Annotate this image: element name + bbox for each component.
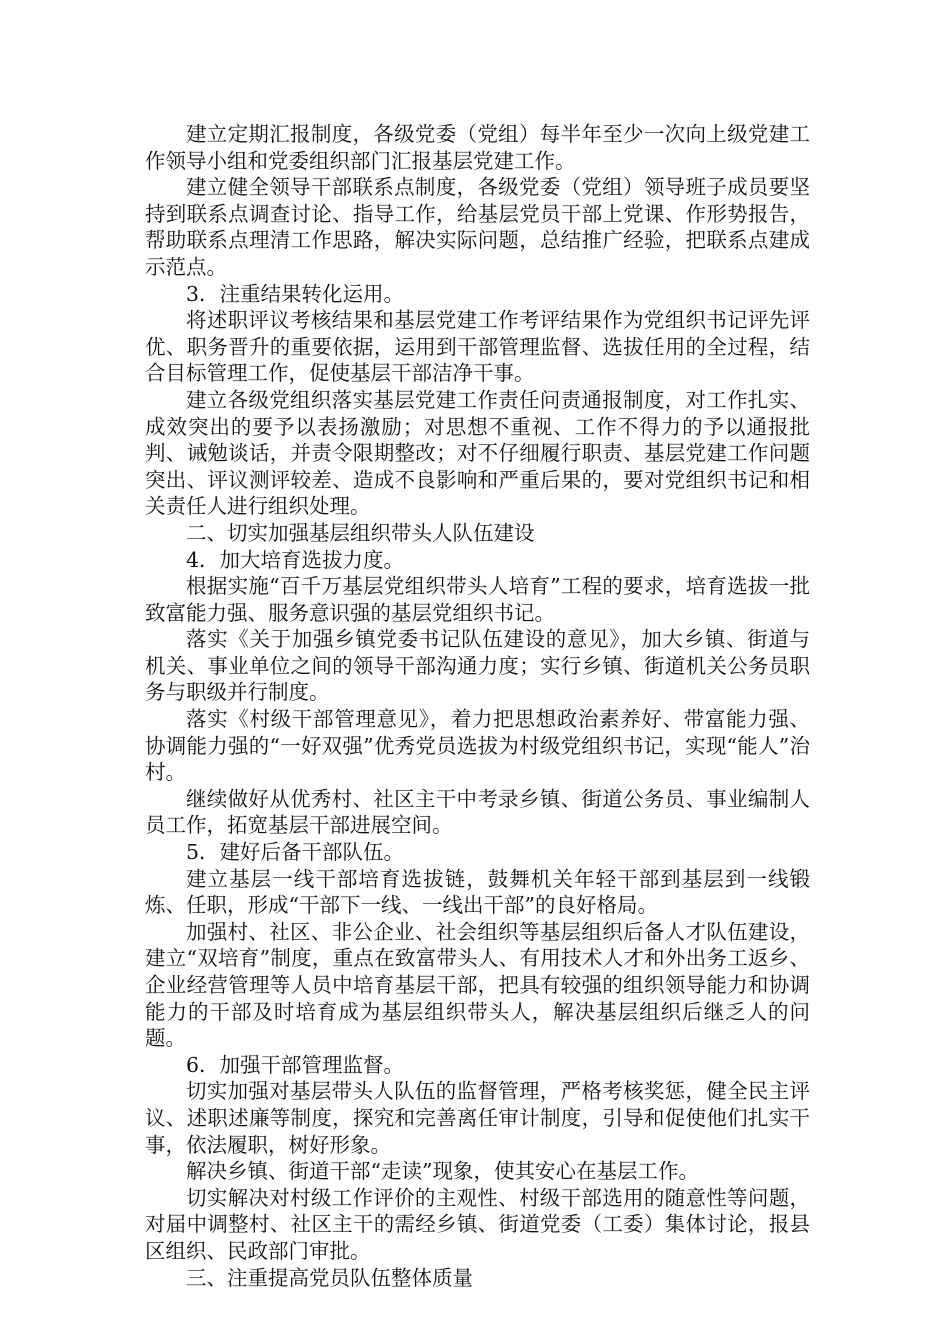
paragraph-village-cadre: 落实《村级干部管理意见》，着力把思想政治素养好、带富能力强、协调能力强的“一好双强”优秀党员选拔为村级党组织书记，实现“能人”治村。: [145, 707, 810, 785]
paragraph-frontline-chain: 建立基层一线干部培育选拔链，鼓舞机关年轻干部到基层到一线锻炼、任职，形成“干部下一线、一线出干部”的良好格局。: [145, 866, 810, 918]
chapter-heading-3: 三、注重提高党员队伍整体质量: [186, 1265, 473, 1290]
paragraph-commuting: 解决乡镇、街道干部“走读”现象，使其安心在基层工作。: [186, 1159, 699, 1184]
section-heading-5: 5．建好后备干部队伍。: [186, 840, 405, 865]
paragraph-reporting-system: 建立定期汇报制度，各级党委（党组）每半年至少一次向上级党建工作领导小组和党委组织部门汇报基层党建工作。: [145, 122, 810, 173]
paragraph-supervision: 切实加强对基层带头人队伍的监督管理，严格考核奖惩，健全民主评议、述职述廉等制度，探究和完善离任审计制度，引导和促使他们扎实干事，依法履职，树好形象。: [145, 1079, 810, 1157]
section-heading-4: 4．加大培育选拔力度。: [186, 547, 405, 572]
paragraph-township-secretary: 落实《关于加强乡镇党委书记队伍建设的意见》，加大乡镇、街道与机关、事业单位之间的领导干部沟通力度；实行乡镇、街道机关公务员职务与职级并行制度。: [145, 627, 810, 705]
paragraph-evaluation-results: 将述职评议考核结果和基层党建工作考评结果作为党组织书记评先评优、职务晋升的重要依据，运用到干部管理监督、选拔任用的全过程，结合目标管理工作，促使基层干部洁净干事。: [145, 308, 810, 386]
paragraph-recruitment: 继续做好从优秀村、社区主干中考录乡镇、街道公务员、事业编制人员工作，拓宽基层干部进展空间。: [145, 786, 810, 838]
paragraph-contact-point-system: 建立健全领导干部联系点制度，各级党委（党组）领导班子成员要坚持到联系点调查讨论、指导工作，给基层党员干部上党课、作形势报告，帮助联系点理清工作思路，解决实际问题，总结推广经验，把联系点建成示范点。: [145, 175, 810, 279]
document-body: [145, 121, 810, 1291]
paragraph-accountability: 建立各级党组织落实基层党建工作责任问责通报制度，对工作扎实、成效突出的要予以表扬激励；对思想不重视、工作不得力的予以通报批判、诫勉谈话，并责令限期整改；对不仔细履行职责、基层党建工作问题突出、评议测评较差、造成不良影响和严重后果的，要对党组织书记和相关责任人进行组织处理。: [145, 387, 810, 519]
paragraph-reserve-talent: 加强村、社区、非公企业、社会组织等基层组织后备人才队伍建设，建立“双培育”制度，重点在致富带头人、有用技术人才和外出务工返乡、企业经营管理等人员中培育基层干部，把具有较强的组织领导能力和协调能力的干部及时培育成为基层组织带头人，解决基层组织后继乏人的问题。: [145, 919, 810, 1051]
section-heading-3: 3．注重结果转化运用。: [186, 281, 405, 306]
paragraph-village-evaluation: 切实解决对村级工作评价的主观性、村级干部选用的随意性等问题，对届中调整村、社区主干的需经乡镇、街道党委（工委）集体讨论，报县区组织、民政部门审批。: [145, 1185, 810, 1263]
chapter-heading-2: 二、切实加强基层组织带头人队伍建设: [186, 520, 535, 545]
section-heading-6: 6．加强干部管理监督。: [186, 1052, 405, 1077]
paragraph-cultivation-project: 根据实施“百千万基层党组织带头人培育”工程的要求，培育选拔一批致富能力强、服务意识强的基层党组织书记。: [145, 574, 810, 625]
